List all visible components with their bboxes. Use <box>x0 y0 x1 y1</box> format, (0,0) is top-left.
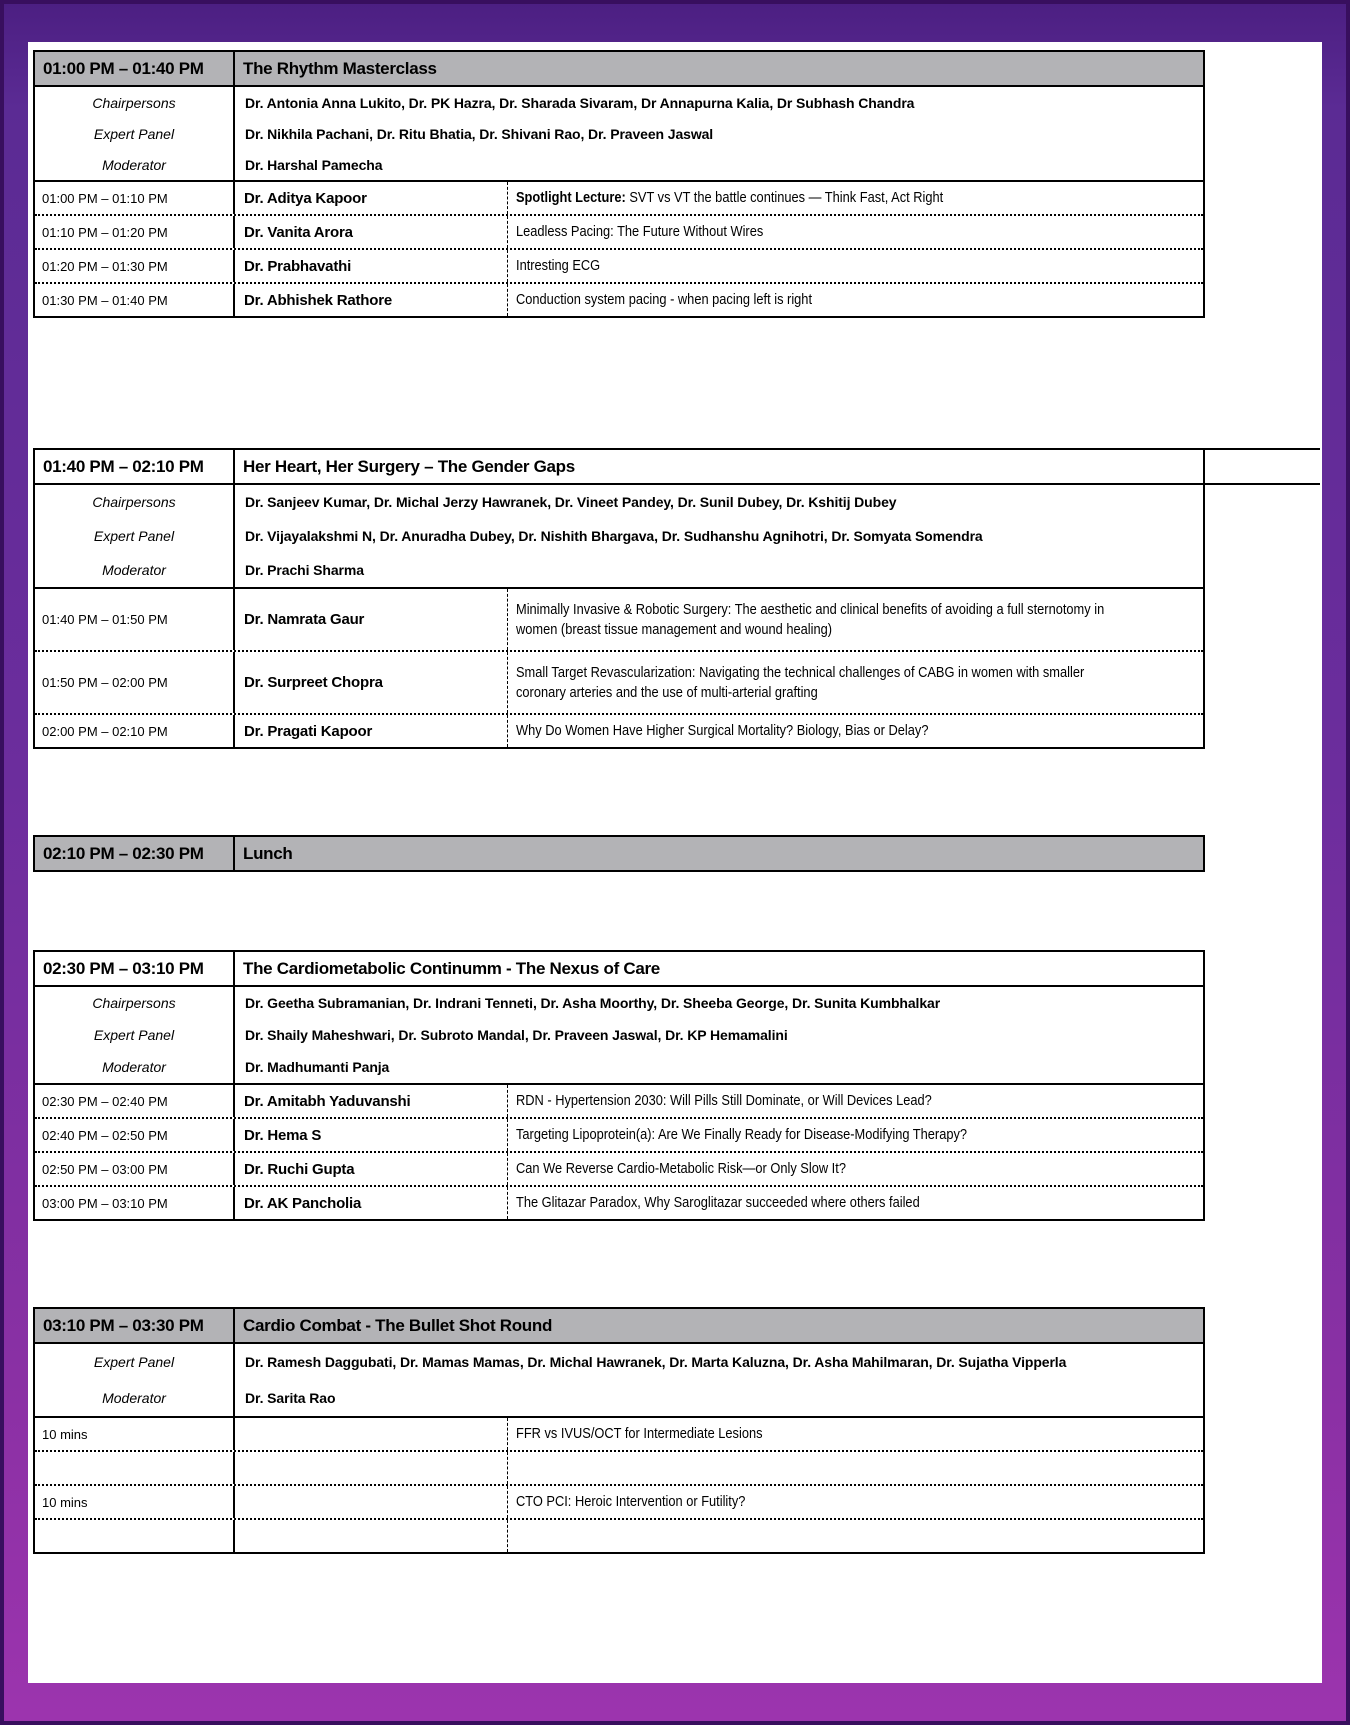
talk-title <box>507 1486 1203 1518</box>
talk-row <box>35 282 1203 316</box>
session-time: 03:10 PM – 03:30 PM <box>35 1309 235 1342</box>
panel-label: Expert Panel <box>35 1344 235 1380</box>
talk-time: 10 mins <box>35 1418 235 1450</box>
talk-speaker: Dr. Aditya Kapoor <box>244 189 367 207</box>
talk-title-text: RDN - Hypertension 2030: Will Pills Still Dominate, or Will Devices Lead? <box>516 1093 932 1109</box>
panel-row <box>35 1380 1203 1416</box>
talk-title-text: Leadless Pacing: The Future Without Wires <box>516 224 764 240</box>
talk-title-text: Targeting Lipoprotein(a): Are We Finally Ready for Disease-Modifying Therapy? <box>516 1127 968 1143</box>
panel-names: Dr. Nikhila Pachani, Dr. Ritu Bhatia, Dr. Shivani Rao, Dr. Praveen Jaswal <box>245 125 714 142</box>
panel-row <box>35 553 1203 587</box>
talk-row <box>35 1083 1203 1117</box>
talk-time: 02:50 PM – 03:00 PM <box>35 1153 235 1185</box>
talk-title <box>507 1187 1203 1219</box>
panel-row <box>35 87 1203 118</box>
talk-row <box>35 650 1203 713</box>
panel-names: Dr. Prachi Sharma <box>245 562 364 578</box>
talk-title <box>507 284 1203 316</box>
panel-row <box>35 987 1203 1019</box>
panel-block <box>35 987 1203 1083</box>
talk-title-text: Why Do Women Have Higher Surgical Mortality? Biology, Bias or Delay? <box>516 723 929 739</box>
panel-block <box>35 1344 1203 1416</box>
talk-title-text: Minimally Invasive & Robotic Surgery: The aesthetic and clinical benefits of avoiding a full sternotomy in women (breast tissue management and wound healing) <box>516 601 1105 638</box>
talk-speaker: Dr. Vanita Arora <box>244 223 353 241</box>
session-time: 01:00 PM – 01:40 PM <box>35 52 235 85</box>
talk-title <box>507 216 1203 248</box>
panel-row <box>35 485 1203 519</box>
session-time: 02:10 PM – 02:30 PM <box>35 837 235 870</box>
talk-title-text: Conduction system pacing - when pacing left is right <box>516 292 813 308</box>
talk-title <box>507 1452 1203 1484</box>
talk-title <box>507 1119 1203 1151</box>
panel-names: Dr. Vijayalakshmi N, Dr. Anuradha Dubey, Dr. Nishith Bhargava, Dr. Sudhanshu Agnihotri, Dr. Somyata Somendra <box>245 528 983 544</box>
panel-label: Moderator <box>35 553 235 587</box>
talk-row <box>35 1151 1203 1185</box>
panel-block <box>35 87 1203 180</box>
panel-row <box>35 1051 1203 1083</box>
talk-row <box>35 713 1203 747</box>
talk-time: 02:00 PM – 02:10 PM <box>35 715 235 747</box>
session-header <box>35 450 1203 485</box>
talk-speaker: Dr. AK Pancholia <box>244 1194 362 1212</box>
panel-names: Dr. Antonia Anna Lukito, Dr. PK Hazra, Dr. Sharada Sivaram, Dr Annapurna Kalia, Dr Subhash Chandra <box>245 94 915 111</box>
panel-label: Expert Panel <box>35 1019 235 1051</box>
talk-title-text: Small Target Revascularization: Navigating the technical challenges of CABG in women with smaller coronary arteries and the use of multi-arterial grafting <box>516 664 1085 701</box>
panel-names: Dr. Madhumanti Panja <box>245 1059 390 1075</box>
talk-row <box>35 180 1203 214</box>
talk-title <box>507 589 1203 650</box>
talk-speaker: Dr. Pragati Kapoor <box>244 722 373 740</box>
talk-title <box>507 1153 1203 1185</box>
panel-names: Dr. Harshal Pamecha <box>245 156 383 173</box>
talk-speaker: Dr. Namrata Gaur <box>244 611 365 628</box>
talk-row <box>35 248 1203 282</box>
talk-title-text: SVT vs VT the battle continues — Think Fast, Act Right <box>629 190 944 206</box>
talk-speaker <box>235 1418 507 1450</box>
session-table-rhythm-masterclass <box>33 50 1205 318</box>
session-table-cardio-combat <box>33 1307 1205 1554</box>
session-title: Lunch <box>243 843 293 863</box>
talk-time: 10 mins <box>35 1486 235 1518</box>
talk-title <box>507 652 1203 713</box>
panel-names: Dr. Sarita Rao <box>245 1390 336 1406</box>
session-title: Cardio Combat - The Bullet Shot Round <box>243 1315 553 1335</box>
panel-names: Dr. Sanjeev Kumar, Dr. Michal Jerzy Hawranek, Dr. Vineet Pandey, Dr. Sunil Dubey, Dr. Kshitij Dubey <box>245 494 897 510</box>
talk-title <box>507 715 1203 747</box>
talk-title-prefix: Spotlight Lecture: <box>516 190 630 206</box>
session-title: Her Heart, Her Surgery – The Gender Gaps <box>243 456 575 476</box>
talk-speaker: Dr. Hema S <box>244 1126 322 1144</box>
session-header <box>35 52 1203 87</box>
talk-time <box>35 1452 235 1484</box>
lunch-table <box>33 835 1205 872</box>
session-table-her-heart <box>33 448 1205 749</box>
talk-time: 02:40 PM – 02:50 PM <box>35 1119 235 1151</box>
talk-title <box>507 250 1203 282</box>
talk-speaker: Dr. Surpreet Chopra <box>244 674 383 691</box>
session-table-cardiometabolic <box>33 950 1205 1221</box>
talk-time: 01:40 PM – 01:50 PM <box>35 589 235 650</box>
panel-row <box>35 149 1203 180</box>
talk-time: 01:30 PM – 01:40 PM <box>35 284 235 316</box>
panel-label: Chairpersons <box>35 485 235 519</box>
talk-title-text: CTO PCI: Heroic Intervention or Futility? <box>516 1494 746 1510</box>
talk-speaker: Dr. Amitabh Yaduvanshi <box>244 1092 411 1110</box>
panel-names: Dr. Shaily Maheshwari, Dr. Subroto Mandal, Dr. Praveen Jaswal, Dr. KP Hemamalini <box>245 1027 788 1043</box>
talk-speaker <box>235 1486 507 1518</box>
talk-row <box>35 214 1203 248</box>
panel-label: Expert Panel <box>35 118 235 149</box>
panel-label: Chairpersons <box>35 87 235 118</box>
panel-label: Moderator <box>35 1380 235 1416</box>
talk-row <box>35 1416 1203 1450</box>
talk-title-text: Can We Reverse Cardio-Metabolic Risk—or Only Slow It? <box>516 1161 846 1177</box>
panel-row <box>35 519 1203 553</box>
talk-speaker <box>235 1452 507 1484</box>
talk-speaker: Dr. Prabhavathi <box>244 257 352 275</box>
session-time: 02:30 PM – 03:10 PM <box>35 952 235 985</box>
talk-row <box>35 587 1203 650</box>
talk-title <box>507 182 1203 214</box>
panel-row <box>35 1344 1203 1380</box>
panel-label: Moderator <box>35 149 235 180</box>
panel-block <box>35 485 1203 587</box>
talk-time <box>35 1520 235 1552</box>
talk-row <box>35 1185 1203 1219</box>
talk-time: 01:00 PM – 01:10 PM <box>35 182 235 214</box>
session-title: The Rhythm Masterclass <box>243 58 437 78</box>
talk-speaker <box>235 1520 507 1552</box>
talk-row <box>35 1117 1203 1151</box>
session-header <box>35 1309 1203 1344</box>
session-header <box>35 837 1203 870</box>
panel-names: Dr. Geetha Subramanian, Dr. Indrani Tenneti, Dr. Asha Moorthy, Dr. Sheeba George, Dr. Sunita Kumbhalkar <box>245 995 941 1011</box>
panel-names: Dr. Ramesh Daggubati, Dr. Mamas Mamas, Dr. Michal Hawranek, Dr. Marta Kaluzna, Dr. Asha Mahilmaran, Dr. Sujatha Vipperla <box>245 1354 1067 1370</box>
session-header <box>35 952 1203 987</box>
panel-row <box>35 118 1203 149</box>
talk-title-text: The Glitazar Paradox, Why Saroglitazar succeeded where others failed <box>516 1195 920 1211</box>
session-title: The Cardiometabolic Continumm - The Nexus of Care <box>243 958 660 978</box>
talk-title <box>507 1085 1203 1117</box>
talk-title <box>507 1520 1203 1552</box>
talk-time: 01:50 PM – 02:00 PM <box>35 652 235 713</box>
talk-row <box>35 1484 1203 1518</box>
session-time: 01:40 PM – 02:10 PM <box>35 450 235 483</box>
talk-time: 01:10 PM – 01:20 PM <box>35 216 235 248</box>
talk-row <box>35 1450 1203 1484</box>
talk-row <box>35 1518 1203 1552</box>
talk-speaker: Dr. Abhishek Rathore <box>244 291 392 309</box>
panel-label: Chairpersons <box>35 987 235 1019</box>
talk-time: 03:00 PM – 03:10 PM <box>35 1187 235 1219</box>
panel-label: Moderator <box>35 1051 235 1083</box>
talk-speaker: Dr. Ruchi Gupta <box>244 1160 355 1178</box>
talk-title <box>507 1418 1203 1450</box>
talk-title-text: FFR vs IVUS/OCT for Intermediate Lesions <box>516 1426 763 1442</box>
talk-title-text: Intresting ECG <box>516 258 601 274</box>
schedule-page <box>28 42 1322 1683</box>
panel-label: Expert Panel <box>35 519 235 553</box>
talk-time: 01:20 PM – 01:30 PM <box>35 250 235 282</box>
talk-time: 02:30 PM – 02:40 PM <box>35 1085 235 1117</box>
panel-row <box>35 1019 1203 1051</box>
